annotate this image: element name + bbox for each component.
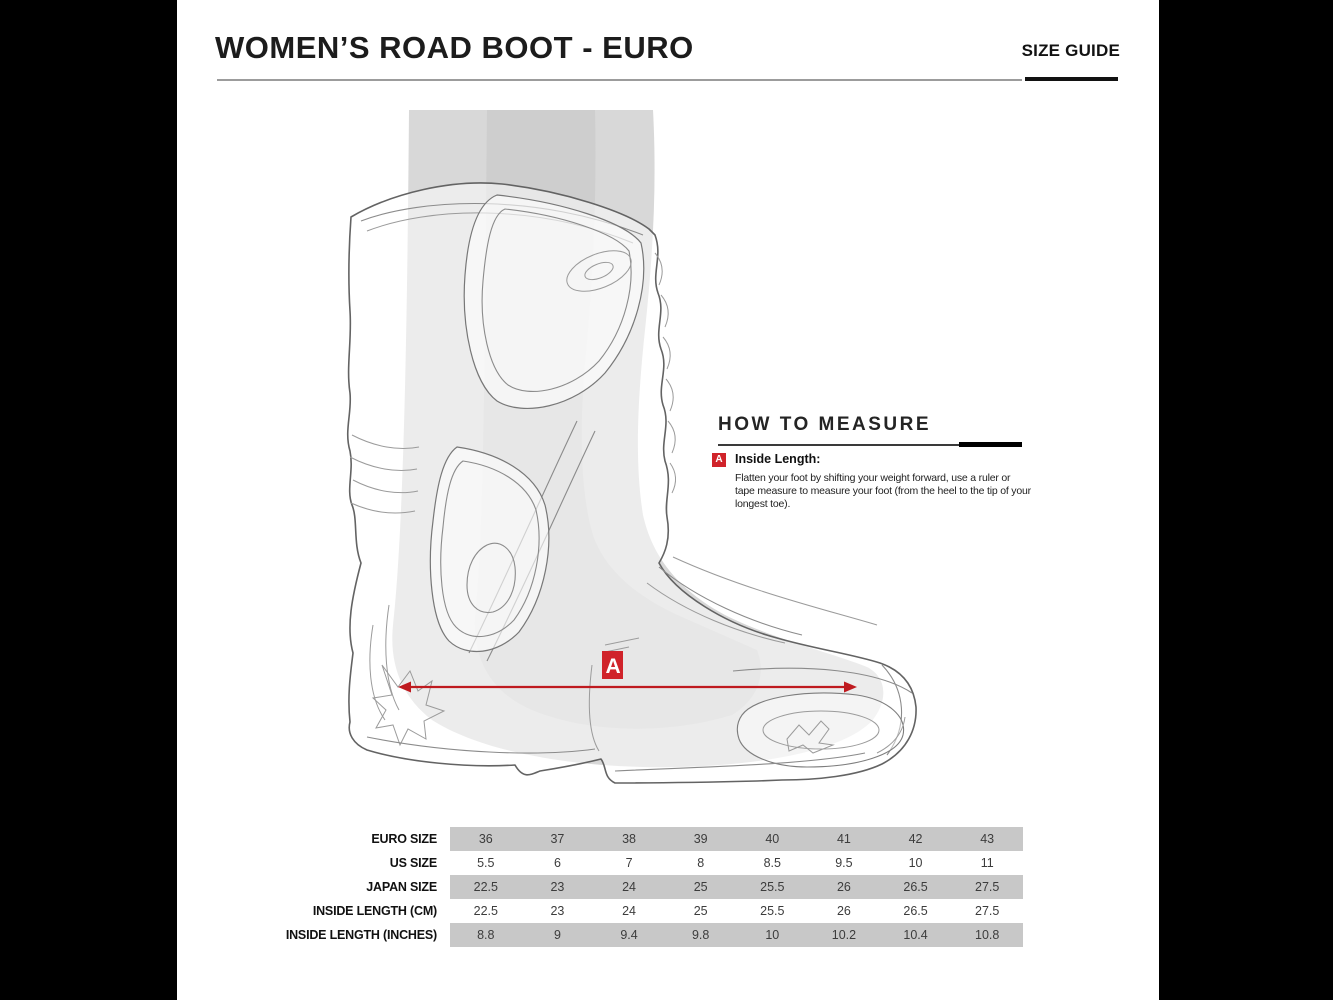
row-label: JAPAN SIZE: [366, 880, 437, 894]
size-cell: 9.5: [835, 856, 853, 870]
how-to-measure-rule: [718, 444, 959, 446]
size-guide-label: SIZE GUIDE: [1021, 41, 1120, 60]
size-cell: 22.5: [473, 904, 498, 918]
size-cell: 26: [836, 904, 851, 918]
size-cell: 8: [697, 856, 705, 870]
size-cell: 9: [553, 928, 561, 942]
size-cell: 38: [622, 832, 637, 846]
row-label: INSIDE LENGTH (INCHES): [285, 928, 437, 942]
size-cell: 39: [693, 832, 708, 846]
how-to-measure-rule-accent: [959, 442, 1022, 447]
content-area: [177, 0, 1159, 1000]
table-row: [177, 851, 1159, 875]
size-cell: 37: [550, 832, 565, 846]
table-row: [177, 899, 1159, 923]
size-guide-rule: [1025, 77, 1118, 81]
inside-length-label: Inside Length:: [735, 452, 821, 466]
size-cell: 10: [765, 928, 780, 942]
size-cell: 8.5: [763, 856, 781, 870]
how-to-measure-heading: HOW TO MEASURE: [718, 414, 932, 435]
size-cell: 25: [693, 880, 708, 894]
table-row: [177, 827, 1159, 851]
size-cell: 22.5: [473, 880, 498, 894]
inside-length-description: Flatten your foot by shifting your weight forward, use a ruler or tape measure to measure your foot (from the heel to the tip of your longest toe).: [735, 472, 1031, 511]
size-cell: 10: [908, 856, 923, 870]
row-label: US SIZE: [389, 856, 437, 870]
row-label: INSIDE LENGTH (CM): [312, 904, 437, 918]
size-cell: 27.5: [975, 904, 1000, 918]
size-cell: 9.8: [691, 928, 710, 942]
size-cell: 10.2: [831, 928, 857, 942]
size-cell: 26: [836, 880, 851, 894]
size-cell: 23: [550, 880, 565, 894]
row-cells: [450, 827, 1023, 851]
size-cell: 26.5: [903, 880, 928, 894]
title-rule: [217, 79, 1022, 81]
size-cell: 23: [550, 904, 565, 918]
size-cell: 25.5: [760, 904, 785, 918]
size-cell: 11: [980, 856, 994, 870]
size-cell: 25: [693, 904, 708, 918]
boot-illustration: [337, 105, 937, 795]
size-cell: 9.4: [620, 928, 638, 942]
size-cell: 10.4: [903, 928, 928, 942]
row-cells: [450, 923, 1023, 947]
size-cell: 24: [622, 880, 637, 894]
size-cell: 36: [478, 832, 493, 846]
row-cells: [450, 851, 1023, 875]
size-cell: 24: [622, 904, 637, 918]
row-label: EURO SIZE: [371, 832, 437, 846]
size-cell: 27.5: [975, 880, 1000, 894]
row-cells: [450, 899, 1023, 923]
size-table: [177, 827, 1159, 947]
svg-text:A: A: [605, 655, 621, 678]
size-cell: 43: [980, 832, 995, 846]
table-row: [177, 875, 1159, 899]
table-row: [177, 923, 1159, 947]
size-cell: 10.8: [975, 928, 1000, 942]
size-cell: 25.5: [760, 880, 785, 894]
size-cell: 40: [765, 832, 780, 846]
size-cell: 26.5: [903, 904, 928, 918]
size-table-rows: [177, 827, 1159, 947]
size-cell: 5.5: [477, 856, 495, 870]
inside-length-marker: A: [712, 453, 726, 467]
measure-marker-a: [602, 651, 623, 679]
size-cell: 7: [625, 856, 633, 870]
size-cell: 6: [553, 856, 561, 870]
page-title: WOMEN’S ROAD BOOT - EURO: [215, 30, 694, 65]
size-cell: 42: [908, 832, 923, 846]
size-cell: 8.8: [477, 928, 495, 942]
size-cell: 41: [836, 832, 851, 846]
row-cells: [450, 875, 1023, 899]
